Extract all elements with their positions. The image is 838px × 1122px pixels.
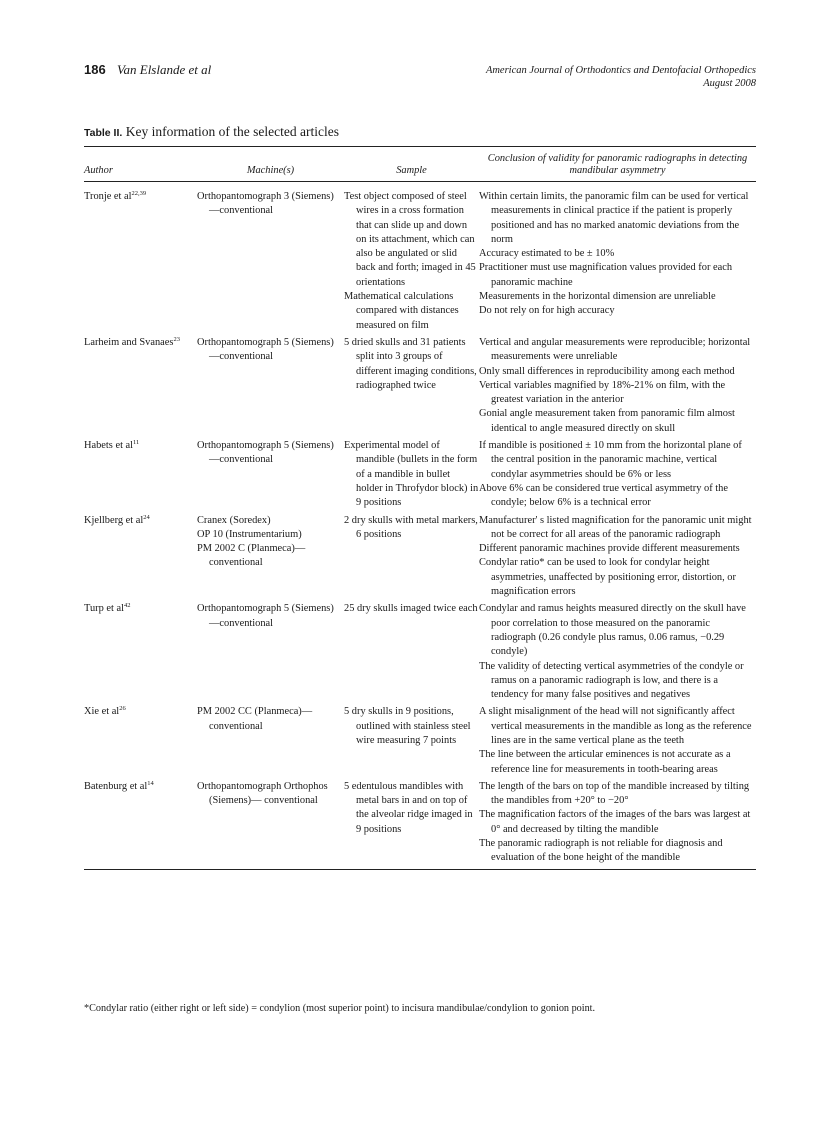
table-caption xyxy=(84,124,339,140)
conclusion-item: Practitioner must use magnification values provided for each panoramic machine xyxy=(479,262,733,288)
cell-sample xyxy=(344,336,479,439)
table-row xyxy=(84,336,756,439)
author-reference: 26 xyxy=(119,705,126,713)
conclusion-item: Above 6% can be considered true vertical asymmetry of the condyle; below 6% is a technical error xyxy=(479,482,728,509)
cell-conclusion xyxy=(479,182,756,336)
cell-conclusion xyxy=(479,514,756,603)
column-header-sample: Sample xyxy=(396,165,427,176)
journal-date: August 2008 xyxy=(703,78,756,89)
cell-sample xyxy=(344,705,479,779)
sample-line: Test object composed of steel wires in a cross formation that can slide up and down on its attachment, which can also be angulated or slid back and forth; imaged in 45 orientations xyxy=(344,191,476,288)
author-reference: 23 xyxy=(173,335,180,343)
conclusion-item: Measurements in the horizontal dimension are unreliable xyxy=(479,291,716,303)
author-name: Tronje et al xyxy=(84,191,132,202)
conclusion-item: If mandible is positioned ± 10 mm from the horizontal plane of the central position in the panoramic machine, vertical condylar asymmetries should be 6% or less xyxy=(479,440,742,480)
conclusion-item: Vertical and angular measurements were reproducible; horizontal measurements were unreliable xyxy=(479,336,751,363)
machine-line: Orthopantomograph 5 (Siemens)—conventional xyxy=(197,440,334,466)
running-header xyxy=(84,62,756,96)
cell-machine xyxy=(197,439,344,513)
cell-author xyxy=(84,439,197,513)
sample-line: 25 dry skulls imaged twice each xyxy=(344,603,478,615)
page-number: 186 xyxy=(84,62,106,77)
author-name: Turp et al xyxy=(84,603,125,615)
author-reference: 42 xyxy=(124,602,131,610)
sample-line: 5 dry skulls in 9 positions, outlined with stainless steel wire measuring 7 points xyxy=(344,706,471,746)
conclusion-item: Accuracy estimated to be ± 10% xyxy=(479,248,615,260)
conclusion-item: Condylar ratio* can be used to look for condylar height asymmetries, unaffected by positioning error, distortion, or magnification errors xyxy=(479,557,736,598)
column-header-conclusion: Conclusion of validity for panoramic radiographs in detecting mandibular asymmetry xyxy=(487,153,748,176)
machine-line: Orthopantomograph 3 (Siemens)—conventional xyxy=(197,191,334,217)
machine-line: Cranex (Soredex) xyxy=(197,514,271,526)
table-row xyxy=(84,514,756,603)
conclusion-item: Vertical variables magnified by 18%-21% on film, with the greatest variation in the anterior xyxy=(479,379,726,406)
machine-line: Orthopantomograph 5 (Siemens)—conventional xyxy=(197,603,334,629)
table-row xyxy=(84,182,756,336)
author-name: Kjellberg et al xyxy=(84,514,144,526)
conclusion-item: Condylar and ramus heights measured directly on the skull have poor correlation to those measured on the panoramic radiograph (0.26 condyle plus ramus, 0.06 ramus, −0.29 condyle) xyxy=(479,603,746,658)
cell-author xyxy=(84,514,197,603)
cell-conclusion xyxy=(479,780,756,869)
cell-conclusion xyxy=(479,439,756,513)
cell-sample xyxy=(344,602,479,705)
machine-line: PM 2002 CC (Planmeca)— conventional xyxy=(197,706,313,732)
cell-machine xyxy=(197,780,344,869)
author-reference: 14 xyxy=(147,779,154,787)
cell-machine xyxy=(197,602,344,705)
cell-conclusion xyxy=(479,705,756,779)
table-label: Table II. xyxy=(84,127,123,139)
author-reference: 22,39 xyxy=(131,190,147,197)
sample-line: Experimental model of mandible (bullets in the form of a mandible in bullet holder in Throfydor block) in 9 positions xyxy=(344,440,479,509)
table-body xyxy=(84,181,756,869)
cell-conclusion xyxy=(479,602,756,705)
conclusion-item: Manufacturer' s listed magnification for the panoramic unit might not be correct for all areas of the panoramic radiograph xyxy=(479,514,752,540)
conclusion-item: The line between the articular eminences is not accurate as a reference line for measurements in tooth-bearing areas xyxy=(479,749,731,775)
running-authors: Van Elslande et al xyxy=(117,62,212,77)
table-row xyxy=(84,780,756,869)
cell-sample xyxy=(344,514,479,603)
cell-machine xyxy=(197,514,344,603)
conclusion-item: The magnification factors of the images of the bars was largest at 0° and decreased by tilting the mandible xyxy=(479,809,751,835)
conclusion-item: Do not rely on for high accuracy xyxy=(479,305,615,317)
journal-info xyxy=(486,64,756,90)
author-reference: 24 xyxy=(143,513,150,521)
table-bottom-rule xyxy=(84,869,756,870)
cell-machine xyxy=(197,705,344,779)
cell-author xyxy=(84,336,197,439)
conclusion-item: Only small differences in reproducibility among each method xyxy=(479,365,735,377)
sample-line: 5 edentulous mandibles with metal bars in and on top of the alveolar ridge imaged in 9 positions xyxy=(344,780,473,835)
cell-machine xyxy=(197,336,344,439)
conclusion-item: Gonial angle measurement taken from panoramic film almost identical to angle measured directly on skull xyxy=(479,408,735,434)
author-name: Batenburg et al xyxy=(84,780,148,792)
table-row xyxy=(84,439,756,513)
machine-line: PM 2002 C (Planmeca)— conventional xyxy=(197,543,306,569)
conclusion-item: The validity of detecting vertical asymmetries of the condyle or ramus on a panoramic radiograph is low, and there is a tendency for many false positives and negatives xyxy=(479,660,744,701)
cell-author xyxy=(84,602,197,705)
key-info-table xyxy=(84,147,756,869)
machine-line: Orthopantomograph 5 (Siemens)—conventional xyxy=(197,336,334,363)
table-row xyxy=(84,705,756,779)
cell-sample xyxy=(344,780,479,869)
table-title: Key information of the selected articles xyxy=(125,124,339,139)
author-reference: 11 xyxy=(133,439,140,447)
conclusion-item: A slight misalignment of the head will not significantly affect vertical measurements in the mandible as long as the reference lines are in the same vertical plane as the teeth xyxy=(479,706,752,746)
table-header-row xyxy=(84,147,756,181)
conclusion-item: Different panoramic machines provide different measurements xyxy=(479,543,740,555)
cell-author xyxy=(84,182,197,336)
machine-line: Orthopantomograph Orthophos (Siemens)— conventional xyxy=(197,780,328,807)
sample-line: 2 dry skulls with metal markers, 6 positions xyxy=(344,514,478,540)
journal-name: American Journal of Orthodontics and Dentofacial Orthopedics xyxy=(485,65,756,76)
table-footnote: *Condylar ratio (either right or left side) = condylion (most superior point) to incisura mandibulae/condylion to gonion point. xyxy=(84,1003,596,1014)
machine-line: OP 10 (Instrumentarium) xyxy=(197,528,302,540)
author-name: Larheim and Svanaes xyxy=(84,336,174,348)
author-name: Habets et al xyxy=(84,440,134,452)
conclusion-item: Within certain limits, the panoramic film can be used for vertical measurements in clinical practice if the patient is properly positioned and has no marked anatomic deviations from the norm xyxy=(479,191,749,245)
column-header-author: Author xyxy=(84,165,113,176)
cell-sample xyxy=(344,439,479,513)
sample-line: 5 dried skulls and 31 patients split into 3 groups of different imaging conditions, radiographed twice xyxy=(344,336,477,391)
table-row xyxy=(84,602,756,705)
column-header-machine: Machine(s) xyxy=(246,165,295,176)
cell-sample xyxy=(344,182,479,336)
conclusion-item: The panoramic radiograph is not reliable for diagnosis and evaluation of the bone height of the mandible xyxy=(479,838,723,864)
table-container xyxy=(84,146,756,870)
cell-conclusion xyxy=(479,336,756,439)
cell-author xyxy=(84,780,197,869)
cell-machine xyxy=(197,182,344,336)
author-name: Xie et al xyxy=(84,706,120,718)
conclusion-item: The length of the bars on top of the mandible increased by tilting the mandibles from +20° to −20° xyxy=(479,780,750,807)
sample-line: Mathematical calculations compared with distances measured on film xyxy=(344,291,459,331)
cell-author xyxy=(84,705,197,779)
